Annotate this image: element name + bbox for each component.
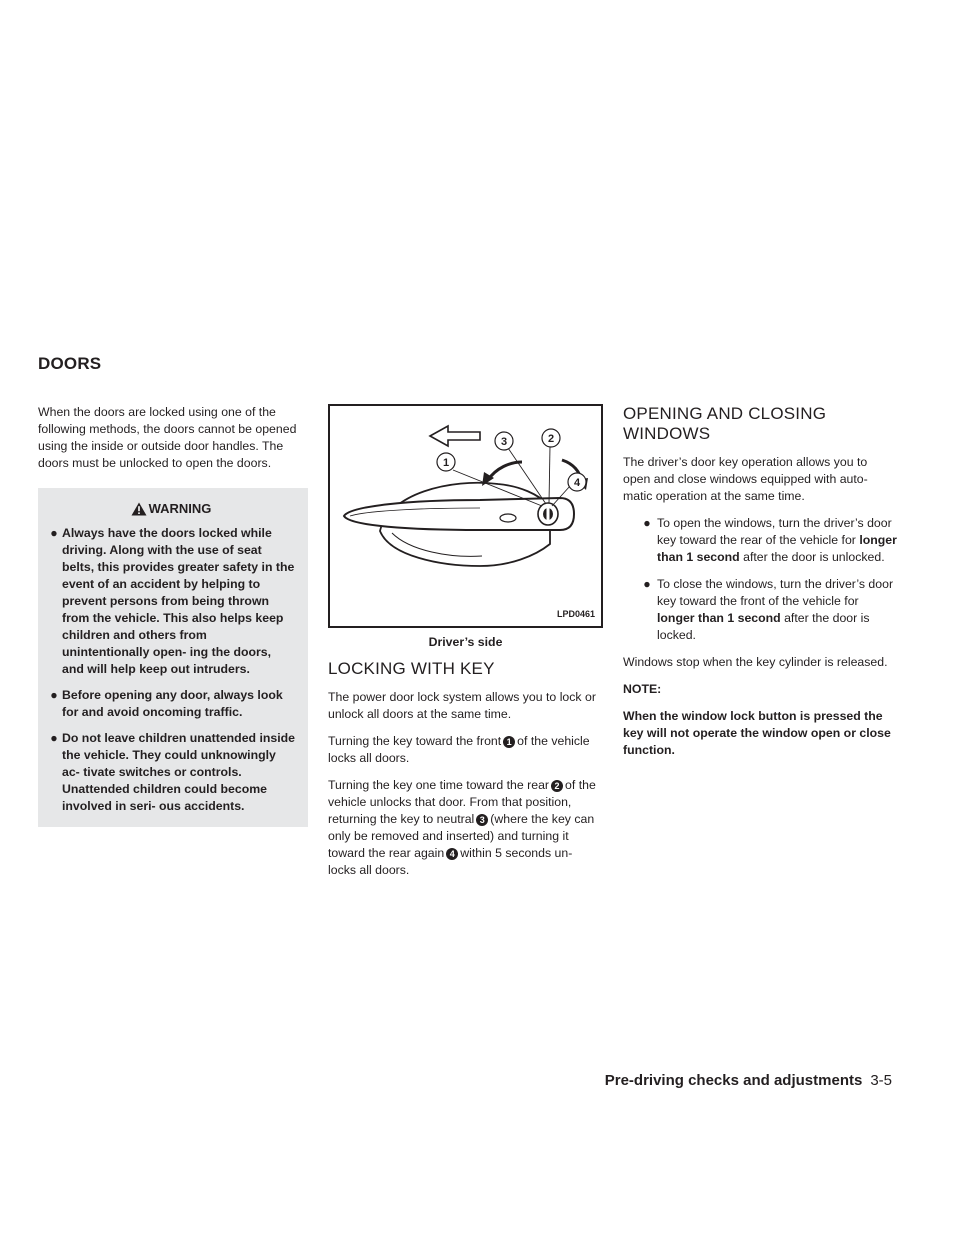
warning-item [46, 687, 296, 721]
heading-opening-closing-windows: OPENING AND CLOSING WINDOWS [623, 404, 827, 443]
callout-4 [568, 473, 586, 491]
note-label: NOTE: [623, 682, 662, 696]
number-4-icon: 4 [446, 848, 458, 860]
bullet-icon: ● [50, 526, 58, 540]
column-1 [38, 404, 308, 827]
warning-box [38, 488, 308, 827]
chapter-title: Pre-driving checks and adjustments [604, 1072, 863, 1089]
front-arrow-icon [430, 426, 480, 446]
warning-heading [46, 500, 296, 517]
list-item [639, 515, 898, 566]
paragraph: The driver’s door key operation allows you to open and close windows equipped with auto- matic operation at the same time. [623, 455, 868, 503]
bullet-icon: ● [50, 688, 58, 702]
warning-text: Always have the doors locked while driving. Along with the use of seat belts, this provides greater safety in the event of an accident by helping to prevent persons from being thrown from the vehicle. This also helps keep children and others from unintentionally open- ing the doors, and will help keep out intruders. [62, 526, 295, 676]
section-title: DOORS [38, 354, 102, 373]
list-item-text: To close the windows, turn the driver’s door key toward the front of the vehicle for longer than 1 second after the door is locked. [657, 577, 894, 642]
list-item-text: To open the windows, turn the driver’s door key toward the rear of the vehicle for longer than 1 second after the door is unlocked. [657, 516, 897, 564]
door-handle-figure [328, 404, 603, 628]
list-item [639, 576, 898, 644]
callout-2 [542, 429, 560, 447]
key-cylinder-icon [538, 503, 558, 525]
number-3-icon: 3 [476, 814, 488, 826]
warning-item [46, 525, 296, 678]
number-1-icon: 1 [503, 736, 515, 748]
column-2 [328, 404, 603, 889]
rotate-front-arrow-icon [488, 462, 522, 480]
paragraph: Turning the key toward the front 1 of the vehicle locks all doors. [328, 734, 590, 765]
number-2-icon: 2 [551, 780, 563, 792]
bullet-icon: ● [643, 577, 651, 591]
figure-caption: Driver’s side [428, 635, 503, 649]
callout-1 [437, 453, 455, 471]
warning-title: WARNING [148, 501, 212, 516]
bullet-icon: ● [50, 731, 58, 745]
figure-frame [328, 404, 603, 628]
warning-item [46, 730, 296, 815]
paragraph: The power door lock system allows you to lock or unlock all doors at the same time. [328, 690, 596, 721]
svg-text:4: 4 [573, 477, 581, 489]
warning-triangle-icon [131, 502, 147, 516]
warning-text: Before opening any door, always look for and avoid oncoming traffic. [62, 688, 283, 719]
paragraph: Turning the key one time toward the rear 2 of the vehicle unlocks that door. From that position, returning the key to neutral 3 (where the key can only be removed and inserted) and turning it toward the rear again 4 within 5 seconds un- locks all doors. [328, 778, 596, 877]
svg-text:2: 2 [547, 433, 555, 445]
page-footer [605, 1072, 892, 1089]
callout-3 [495, 432, 513, 450]
warning-text: Do not leave children unattended inside the vehicle. They could unknowingly ac- tivate switches or controls. Unattended children could become involved in seri- ous accidents. [62, 731, 295, 813]
page-number: 3-5 [870, 1072, 892, 1089]
intro-paragraph: When the doors are locked using one of the following methods, the doors cannot be opened using the inside or outside door handles. The doors must be unlocked to open the doors. [38, 405, 297, 470]
bullet-icon: ● [643, 516, 651, 530]
paragraph: Windows stop when the key cylinder is released. [623, 655, 888, 669]
svg-text:1: 1 [442, 457, 450, 469]
column-3 [623, 404, 898, 769]
door-handle-illustration [330, 406, 601, 626]
figure-code: LPD0461 [556, 609, 595, 619]
heading-locking-with-key: LOCKING WITH KEY [328, 659, 495, 678]
note-text: When the window lock button is pressed the key will not operate the window open or close function. [623, 709, 891, 757]
svg-text:3: 3 [500, 436, 508, 448]
